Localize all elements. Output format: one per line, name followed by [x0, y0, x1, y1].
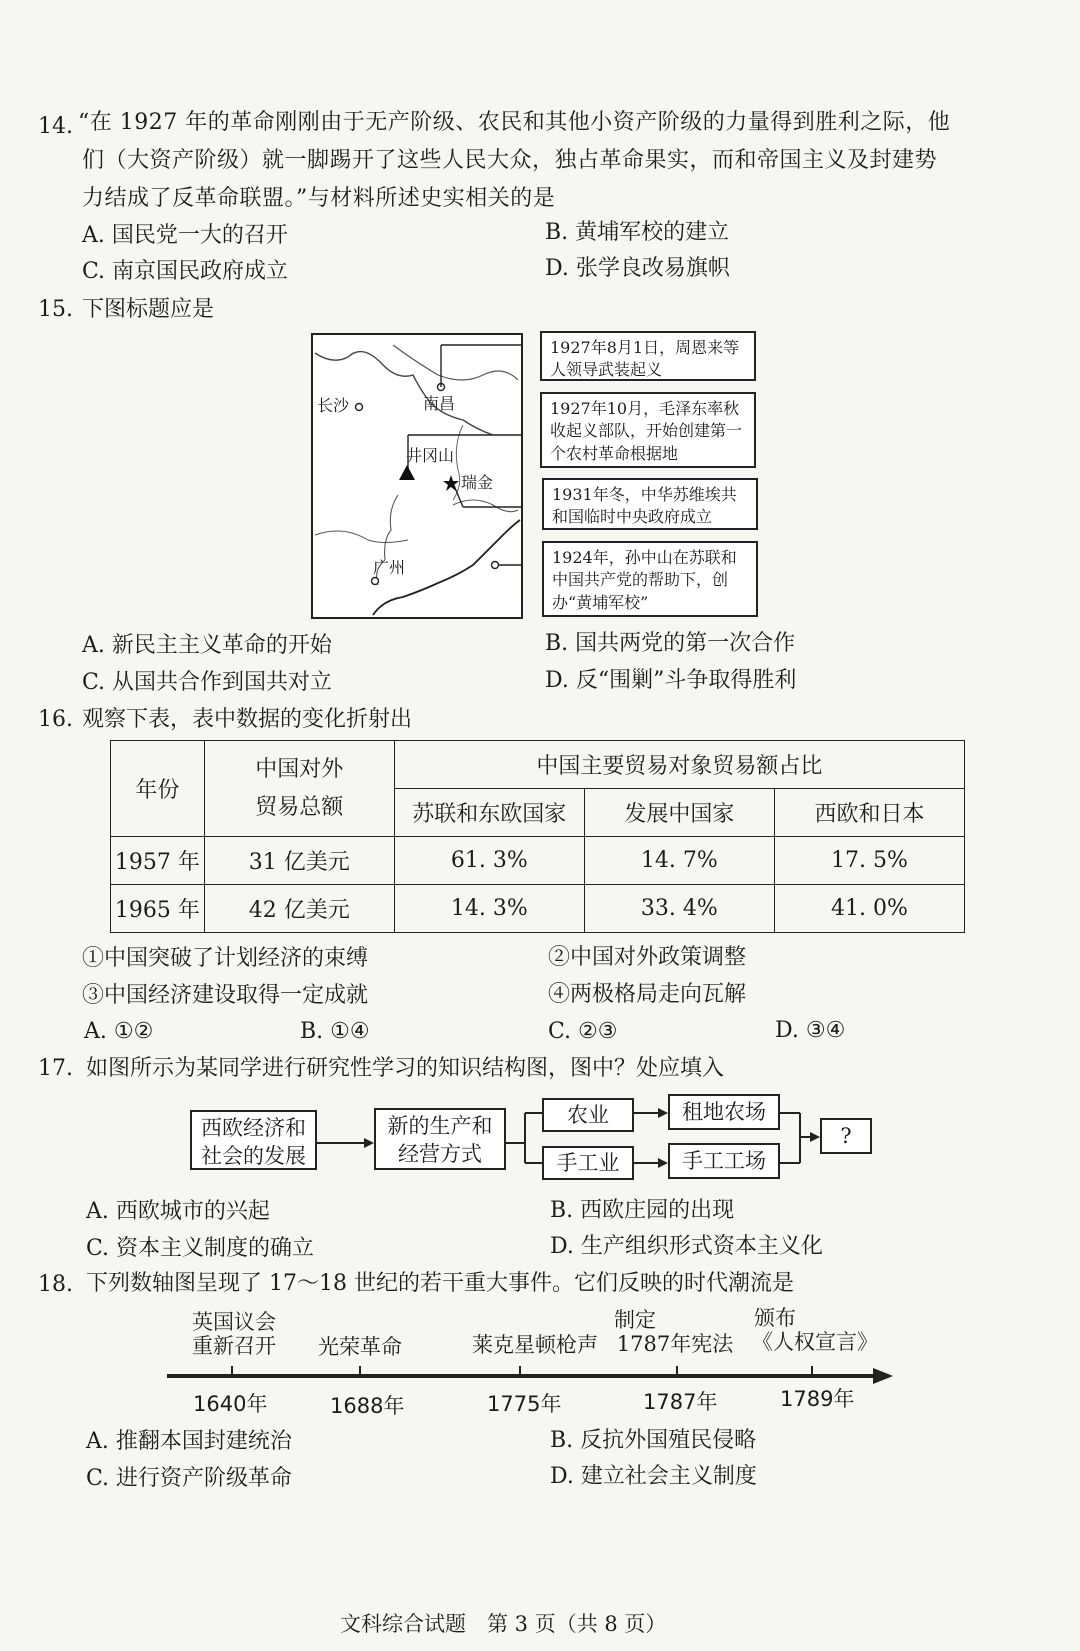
- timeline-event-1787: [610, 1308, 740, 1356]
- q16-stem: 观察下表，表中数据的变化折射出: [82, 707, 413, 732]
- q16-item-2: ②中国对外政策调整: [548, 945, 747, 970]
- timeline-event-1775-line-2: 莱克星顿枪声: [472, 1333, 598, 1357]
- q17-option-b: B. 西欧庄园的出现: [550, 1198, 735, 1223]
- q15-option-b: B. 国共两党的第一次合作: [545, 631, 796, 656]
- map-callout-1: 1927年8月1日，周恩来等人领导武装起义: [540, 331, 756, 381]
- flow-box-handicraft: 手工业: [542, 1146, 634, 1180]
- table-cell-year: 1957 年: [111, 837, 205, 885]
- q17-option-a: A. 西欧城市的兴起: [86, 1199, 270, 1224]
- q15-option-c: C. 从国共合作到国共对立: [82, 670, 333, 695]
- q17-number: 17.: [38, 1056, 73, 1081]
- flow-box-economy-line-1: 西欧经济和: [201, 1116, 306, 1140]
- timeline-event-1775: [460, 1333, 610, 1357]
- flow-box-economy: [190, 1110, 317, 1170]
- table-row: [111, 837, 965, 885]
- flow-box-new-mode-line-2: 经营方式: [398, 1142, 482, 1167]
- q15-number: 15.: [38, 297, 73, 322]
- map-callout-2: 1927年10月，毛泽东率秋收起义部队，开始创建第一个农村革命根据地: [540, 392, 756, 468]
- q17-option-c: C. 资本主义制度的确立: [86, 1236, 315, 1261]
- q14-number: 14.: [38, 114, 73, 139]
- q18-option-b: B. 反抗外国殖民侵略: [550, 1428, 757, 1453]
- q14-option-b: B. 黄埔军校的建立: [545, 220, 730, 245]
- timeline-year-1789: 1789年: [780, 1387, 855, 1411]
- q16-option-d: D. ③④: [775, 1018, 846, 1043]
- q15-option-a: A. 新民主主义革命的开始: [82, 633, 332, 658]
- timeline-event-1787-line-1: 制定: [614, 1308, 656, 1332]
- timeline-event-1640-line-1: 英国议会: [192, 1310, 276, 1334]
- flow-box-new-mode-line-1: 新的生产和: [387, 1114, 493, 1138]
- timeline-year-1688: 1688年: [330, 1394, 405, 1418]
- q14-stem-line-2: 们（大资产阶级）就一脚踢开了这些人民大众，独占革命果实，而和帝国主义及封建势: [82, 148, 938, 173]
- table-cell-year: 1965 年: [111, 885, 205, 933]
- q14-option-d: D. 张学良改易旗帜: [545, 256, 730, 281]
- map-label-nanchang: 南昌: [423, 394, 456, 413]
- q16-option-b: B. ①④: [300, 1019, 370, 1044]
- q15-option-d: D. 反“围剿”斗争取得胜利: [545, 668, 797, 693]
- q17-stem: 如图所示为某同学进行研究性学习的知识结构图，图中？处应填入: [86, 1056, 725, 1081]
- flow-box-economy-line-2: 社会的发展: [201, 1144, 306, 1169]
- q17-option-d: D. 生产组织形式资本主义化: [550, 1234, 823, 1259]
- q16-option-a: A. ①②: [84, 1019, 154, 1044]
- timeline-event-1688-line-2: 光荣革命: [318, 1335, 402, 1359]
- timeline-event-1787-line-2: 1787年宪法: [616, 1332, 734, 1357]
- q15-stem: 下图标题应是: [82, 297, 215, 322]
- table-cell-value: 41. 0%: [774, 885, 964, 933]
- table-header-col-2: 发展中国家: [584, 789, 774, 837]
- table-cell-value: 14. 3%: [394, 885, 584, 933]
- table-header-year: 年份: [111, 741, 205, 837]
- q18-option-a: A. 推翻本国封建统治: [86, 1429, 292, 1454]
- flow-box-unknown: ?: [820, 1118, 872, 1154]
- table-cell-value: 61. 3%: [394, 837, 584, 885]
- trade-table: [110, 740, 965, 933]
- table-cell-value: 17. 5%: [774, 837, 964, 885]
- page-footer: 文科综合试题 第 3 页（共 8 页）: [340, 1612, 667, 1636]
- table-cell-value: 14. 7%: [584, 837, 774, 885]
- q14-option-c: C. 南京国民政府成立: [82, 259, 289, 284]
- q18-option-d: D. 建立社会主义制度: [550, 1464, 757, 1489]
- q14-stem-line-3: 力结成了反革命联盟。”与材料所述史实相关的是: [82, 186, 556, 211]
- q16-item-4: ④两极格局走向瓦解: [548, 982, 747, 1007]
- q16-item-1: ①中国突破了计划经济的束缚: [82, 946, 369, 971]
- q18-number: 18.: [38, 1272, 73, 1297]
- timeline-event-1789-line-2: 《人权宣言》: [752, 1330, 878, 1355]
- map-label-guangzhou: 广州: [373, 558, 406, 577]
- timeline-event-1789-line-1: 颁布: [754, 1306, 796, 1330]
- table-header-col-3: 西欧和日本: [774, 789, 964, 837]
- map-label-jinggangshan: 井冈山: [406, 446, 455, 465]
- q16-item-3: ③中国经济建设取得一定成就: [82, 983, 369, 1008]
- map-label-changsha: 长沙: [317, 396, 350, 415]
- q18-stem: 下列数轴图呈现了 17～18 世纪的若干重大事件。它们反映的时代潮流是: [86, 1271, 794, 1296]
- q14-stem-line-1: “在 1927 年的革命刚刚由于无产阶级、农民和其他小资产阶级的力量得到胜利之际，他: [78, 110, 951, 135]
- timeline-year-1640: 1640年: [193, 1392, 268, 1416]
- table-cell-total: 31 亿美元: [204, 837, 394, 885]
- map-callout-4: 1924年，孙中山在苏联和中国共产党的帮助下，创办“黄埔军校”: [542, 541, 758, 617]
- flow-box-agriculture: 农业: [542, 1098, 634, 1132]
- q18-option-c: C. 进行资产阶级革命: [86, 1466, 293, 1491]
- revolution-map: [311, 333, 523, 619]
- q16-number: 16.: [38, 707, 73, 732]
- map-label-ruijin: 瑞金: [461, 473, 494, 492]
- table-row: [111, 885, 965, 933]
- table-header-total: [204, 741, 394, 837]
- table-header-col-1: 苏联和东欧国家: [394, 789, 584, 837]
- table-cell-total: 42 亿美元: [204, 885, 394, 933]
- timeline-year-1775: 1775年: [487, 1392, 562, 1416]
- flow-box-workshop: 手工工场: [668, 1143, 780, 1179]
- table-header-total-line-2: 贸易总额: [255, 794, 344, 820]
- q16-option-c: C. ②③: [548, 1019, 618, 1044]
- flow-box-new-mode: [374, 1108, 506, 1170]
- timeline-event-1688: [305, 1335, 415, 1359]
- timeline-event-1640: [184, 1310, 284, 1358]
- timeline-event-1640-line-2: 重新召开: [192, 1334, 276, 1359]
- timeline-event-1789: [745, 1306, 885, 1354]
- table-header-group: 中国主要贸易对象贸易额占比: [394, 741, 964, 789]
- q14-option-a: A. 国民党一大的召开: [82, 223, 288, 248]
- timeline-year-1787: 1787年: [643, 1390, 718, 1414]
- map-callout-3: 1931年冬，中华苏维埃共和国临时中央政府成立: [542, 478, 758, 530]
- table-header-total-line-1: 中国对外: [255, 757, 344, 783]
- table-cell-value: 33. 4%: [584, 885, 774, 933]
- flow-box-tenant-farm: 租地农场: [668, 1094, 780, 1130]
